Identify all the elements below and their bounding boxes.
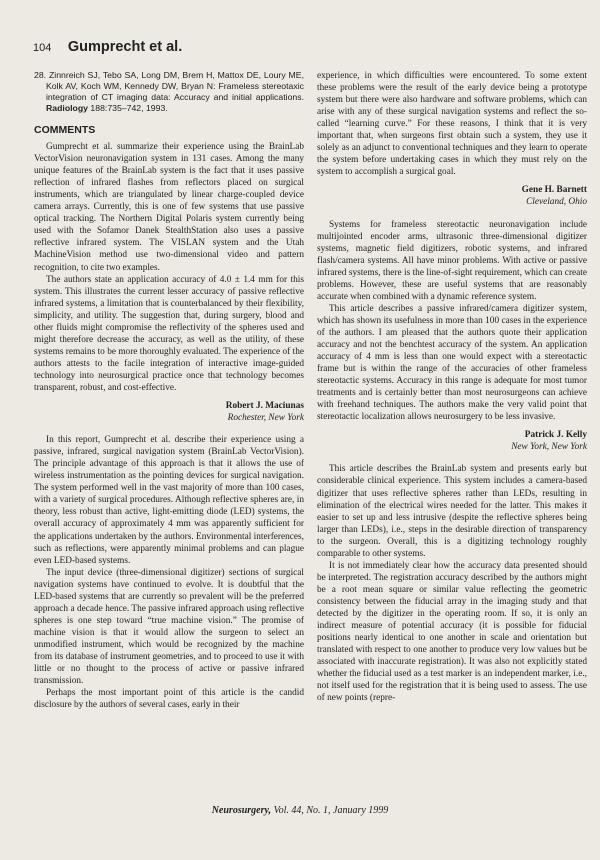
- signature-place: Cleveland, Ohio: [526, 197, 587, 208]
- paragraph: Gumprecht et al. summarize their experience using the BrainLab VectorVision neuronavigation system in 131 cases. Among the many unique features of the BrainLab system is the fact that it uses passive reflection of infrared flashes from reflectors placed on surgical instruments, which are triangulated by linear charge-coupled device camera arrays. Currently, this is one of few systems that use passive optical tracking. The Northern Digital Polaris system currently being used with the Sofamor Danek StealthStation also uses a passive reflective infrared system. The VISLAN system and the Utah MachineVision method use two-dimensional video and pattern recognition, to cite two examples.: [34, 142, 304, 273]
- journal-footer: [0, 805, 600, 816]
- signature-barnett: [317, 184, 587, 208]
- paragraph: experience, in which difficulties were encountered. To some extent these problems were the result of the early device being a prototype system but there were also hardware and software problems, which can arise with any of these surgical navigation systems and reflect the so-called “learning curve.” For these reasons, I think that it is very important that, when surgeons first obtain such a system, they use it solely as an adjunct to conventional techniques and they learn to operate the system before undertaking cases in which they must rely on the system to accomplish a surgical goal.: [317, 71, 587, 178]
- comments-heading: COMMENTS: [34, 124, 96, 136]
- paragraph: This article describes the BrainLab system and presents early but considerable clinical experience. This system includes a camera-based digitizer that uses reflective spheres rather than LEDs, resulting in elimination of the electrical wires needed for the latter. This makes it easier to set up and less intrusive (despite the reflective spheres being larger than LEDs), i.e., steps in the desirable direction of transparency to the surgeon. Overall, this is a digitizing technology roughly comparable to other systems.: [317, 464, 587, 559]
- paragraph: Perhaps the most important point of this article is the candid disclosure by the authors of several cases, early in their: [34, 688, 304, 711]
- paragraph: The input device (three-dimensional digitizer) sections of surgical navigation systems have continued to evolve. It is doubtful that the LED-based systems that are currently so prevalent will be the preferred approach a decade hence. The passive infrared approach using reflective spheres is one step toward “true machine vision.” The promise of machine vision is that it would allow the surgeon to select an unmodified instrument, which would be recognized by the machine from its database of instrument geometries, and to proceed to use it with little or no thought to the process of active or passive infrared transmission.: [34, 567, 304, 687]
- footer-journal: Neurosurgery,: [211, 805, 272, 816]
- paragraph: It is not immediately clear how the accuracy data presented should be interpreted. The registration accuracy described by the authors might be a root mean square or similar value reflecting the geometric consistency between the fiducial array in the imaging study and that detected by the digitizer in the operating room. If so, it is only an indirect measure of potential accuracy (it is possible for fiducial positions nearly identical to one another in scale and orientation but translated with respect to one another to produce very low values but be associated with inaccurate registration). It was also not explicitly stated whether the fiducial used as a test marker is an independent marker, i.e., not itself used for the registration that it is being used to assess. The use of new points (repre-: [317, 560, 587, 704]
- paragraph: Systems for frameless stereotactic neuronavigation include multijointed encoder arms, ultrasonic three-dimensional digitizer systems, magnetic field digitizers, robotic systems, and infrared flash/camera systems. All have minor problems. With active or passive infrared systems, there is the line-of-sight requirement, which can create problems. However, these are useful systems that are reasonably accurate when combined with a dynamic reference system.: [317, 219, 587, 302]
- left-column: [34, 70, 304, 711]
- footer-issue: Vol. 44, No. 1, January 1999: [271, 805, 389, 816]
- reference-text: 28. Zinnreich SJ, Tebo SA, Long DM, Brem H, Mattox DE, Loury ME, Kolk AV, Koch WM, Kennedy DW, Bryan N: Frameless stereotaxic integration of CT imaging data: Accuracy and initial applications.: [34, 70, 304, 102]
- signature-place: Rochester, New York: [227, 413, 304, 424]
- paragraph: In this report, Gumprecht et al. describe their experience using a passive, infrared, surgical navigation system (BrainLab VectorVision). The principle advantage of this approach is that it allows the use of wireless instrumentation as the pointing devices for surgical navigation. The system performed well in the vast majority of more than 100 cases, with a variety of surgical procedures. Although reflective spheres are, in theory, less robust than active, light-emitting diode (LED) systems, the overall accuracy of approximately 4 mm was apparently sufficient for the applications undertaken by the authors. Environmental interferences, such as reflections, were apparently minimal problems and can plague even LED-based systems.: [34, 435, 304, 566]
- page-number: 104: [33, 42, 52, 54]
- reference-journal: Radiology: [46, 103, 88, 113]
- signature-name: Patrick J. Kelly: [524, 430, 587, 441]
- paragraph: This article describes a passive infrared/camera digitizer system, which has shown its usefulness in more than 100 cases in the experience of the authors. I am pleased that the authors quote their application accuracy and not the benchtest accuracy of the system. An application accuracy of 4 mm is less than one would expect with a stereotactic frame but is within the range of the accuracies of other frameless stereotactic systems. Accuracy in this range is adequate for most tumor treatments and is certainly better than most neurosurgeons can achieve with freehand techniques. The authors make the very valid point that stereotactic localization allows neurosurgery to be less invasive.: [317, 303, 587, 423]
- paragraph: The authors state an application accuracy of 4.0 ± 1.4 mm for this system. This illustrates the current lesser accuracy of passive reflective infrared systems, a limitation that is counterbalanced by their flexibility, simplicity, and utility. The suggestion that, during surgery, blood and other fluids might compromise the reflectivity of the spheres used and might therefore decrease the accuracy, as well as the utility, of these systems remains to be more thoroughly evaluated. The experience of the authors attests to the facile integration of interactive image-guided technology into neurosurgical practice once that technology becomes transparent, robust, and cost-effective.: [34, 274, 304, 393]
- signature-name: Gene H. Barnett: [521, 185, 587, 196]
- reference-28: [34, 70, 304, 114]
- signature-name: Robert J. Maciunas: [225, 401, 304, 412]
- running-header: [33, 38, 182, 56]
- signature-place: New York, New York: [511, 442, 587, 453]
- right-column: [317, 70, 587, 704]
- signature-kelly: [317, 429, 587, 453]
- signature-maciunas: [34, 400, 304, 424]
- running-title: Gumprecht et al.: [67, 39, 183, 55]
- reference-citation: 188:735–742, 1993.: [88, 103, 168, 113]
